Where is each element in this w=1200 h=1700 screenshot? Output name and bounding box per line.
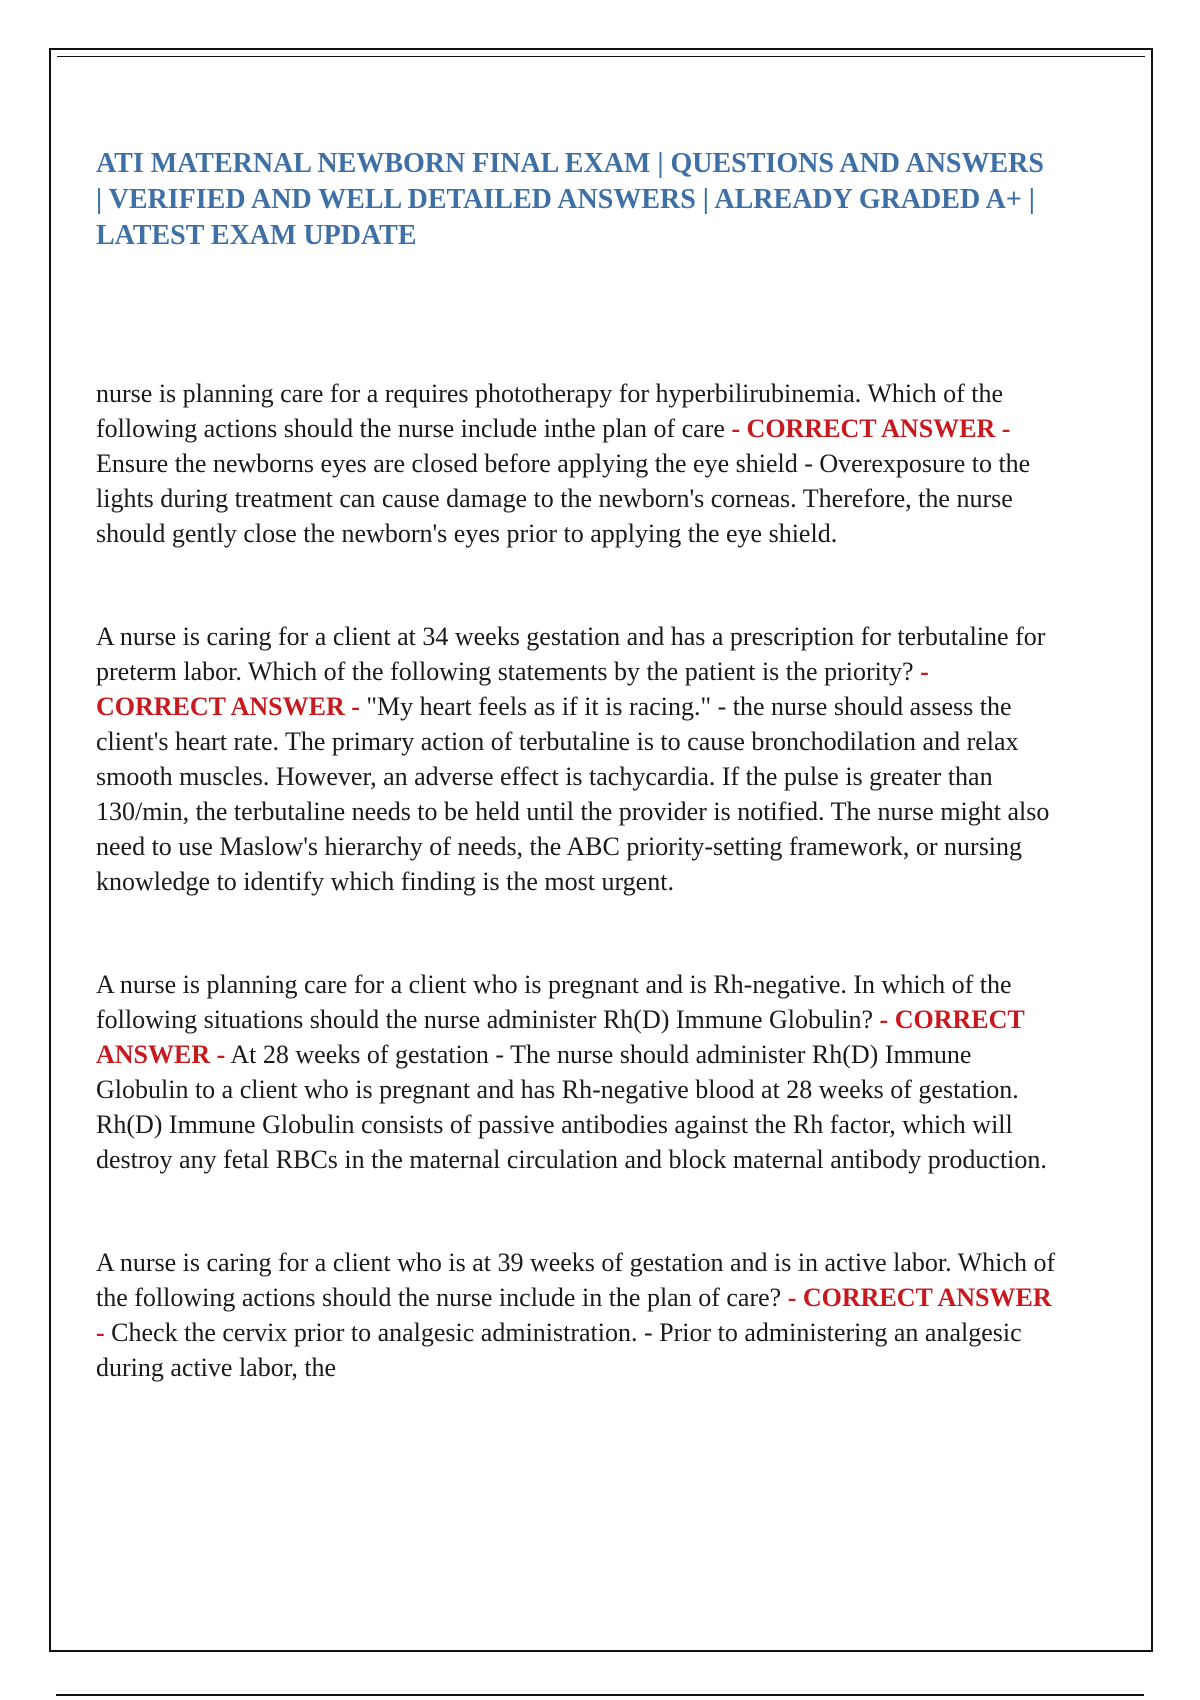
answer-text: At 28 weeks of gestation - The nurse should administer Rh(D) Immune Globulin to a client who is pregnant and has Rh-negative blood at 28 weeks of gestation. Rh(D) Immune Globulin consists of passive antibodies against the Rh factor, which will destroy any fetal RBCs in the maternal circulation and block maternal antibody production. [96,1040,1047,1174]
answer-text: Check the cervix prior to analgesic administration. - Prior to administering an analgesic during active labor, the [96,1318,1022,1382]
qa-item-4 [96,1245,1056,1385]
qa-item-3 [96,967,1056,1177]
top-rule [57,56,1145,57]
answer-text: Ensure the newborns eyes are closed before applying the eye shield - Overexposure to the lights during treatment can cause damage to the newborn's corneas. Therefore, the nurse should gently close the newborn's eyes prior to applying the eye shield. [96,449,1031,548]
question-text: A nurse is planning care for a client who is pregnant and is Rh-negative. In which of the following situations should the nurse administer Rh(D) Immune Globulin? [96,970,1012,1034]
next-page-top-rule [56,1694,1144,1696]
qa-list [96,376,1056,1385]
question-text: nurse is planning care for a requires phototherapy for hyperbilirubinemia. Which of the following actions should the nurse include inthe plan of care [96,379,1004,443]
qa-item-2 [96,619,1056,899]
correct-answer-marker: - CORRECT ANSWER - [96,657,929,721]
correct-answer-marker: - CORRECT ANSWER - [96,1283,1052,1347]
question-text: A nurse is caring for a client who is at 39 weeks of gestation and is in active labor. Which of the following actions should the nurse include in the plan of care? [96,1248,1056,1312]
document-title: ATI MATERNAL NEWBORN FINAL EXAM | QUESTIONS AND ANSWERS | VERIFIED AND WELL DETAILED ANSWERS | ALREADY GRADED A+ | LATEST EXAM UPDATE [96,148,1044,251]
answer-text: "My heart feels as if it is racing." - the nurse should assess the client's heart rate. The primary action of terbutaline is to cause bronchodilation and relax smooth muscles. However, an adverse effect is tachycardia. If the pulse is greater than 130/min, the terbutaline needs to be held until the provider is notified. The nurse might also need to use Maslow's hierarchy of needs, the ABC priority-setting framework, or nursing knowledge to identify which finding is the most urgent. [96,692,1050,896]
qa-item-1 [96,376,1056,551]
correct-answer-marker: - CORRECT ANSWER - [96,1005,1025,1069]
correct-answer-marker: - CORRECT ANSWER - [731,414,1011,443]
question-text: A nurse is caring for a client at 34 weeks gestation and has a prescription for terbutaline for preterm labor. Which of the following statements by the patient is the priority? [96,622,1046,686]
page-content [96,146,1056,1453]
